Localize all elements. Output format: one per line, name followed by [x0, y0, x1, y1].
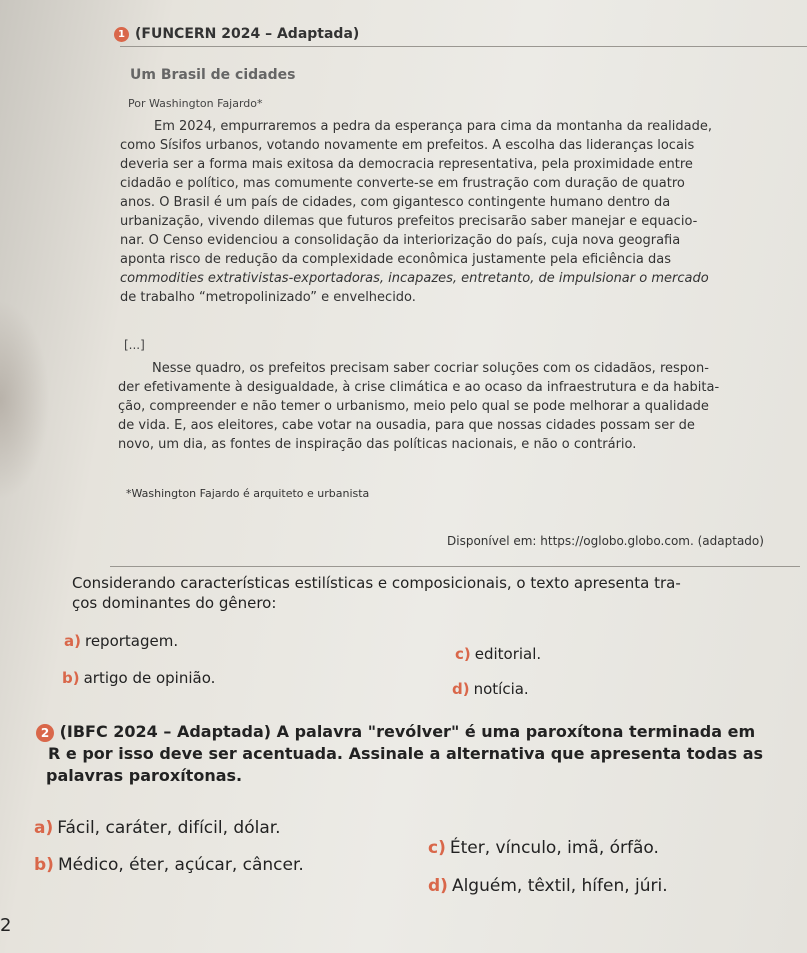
question-1-option-a[interactable]: [64, 632, 178, 650]
question-2-option-d[interactable]: [428, 876, 668, 896]
option-letter: a): [64, 632, 81, 650]
paragraph-1-line: commodities extrativistas-exportadoras, incapazes, entretanto, de impulsionar o mercado: [120, 271, 709, 286]
option-text: Fácil, caráter, difícil, dólar.: [57, 818, 281, 838]
paragraph-1: [120, 117, 712, 307]
paragraph-1-line: como Sísifos urbanos, votando novamente em prefeitos. A escolha das lideranças locais: [120, 138, 695, 153]
question-1-stem-line: Considerando características estilísticas e composicionais, o texto apresenta tra-: [72, 574, 681, 592]
paragraph-2-line: ção, compreender e não temer o urbanismo, meio pelo qual se pode melhorar a qualidade: [118, 399, 709, 414]
option-letter: a): [34, 818, 54, 838]
paragraph-2-line: de vida. E, aos eleitores, cabe votar na ousadia, para que nossas cidades possam ser de: [118, 418, 695, 433]
text-box-bottom-rule: [110, 566, 800, 567]
paragraph-1-line: cidadão e político, mas comumente converte-se em frustração com duração de quatro: [120, 176, 685, 191]
header-rule: [120, 46, 807, 47]
source-citation: Disponível em: https://oglobo.globo.com. (adaptado): [447, 534, 764, 548]
question-1-stem: [72, 573, 681, 613]
question-2-option-b[interactable]: [34, 855, 304, 875]
ellipsis: [...]: [124, 338, 145, 352]
question-2-option-c[interactable]: [428, 838, 659, 858]
question-1-source: (FUNCERN 2024 – Adaptada): [135, 26, 360, 42]
option-text: Médico, éter, açúcar, câncer.: [57, 855, 304, 875]
finger-shadow: [0, 300, 50, 500]
question-2-stem-line: R e por isso deve ser acentuada. Assinale a alternativa que apresenta todas as: [48, 744, 764, 763]
footnote: *Washington Fajardo é arquiteto e urbanista: [126, 487, 370, 500]
question-2-stem-line: palavras paroxítonas.: [46, 766, 243, 785]
option-text: Alguém, têxtil, hífen, júri.: [451, 876, 668, 896]
paragraph-1-line: urbanização, vivendo dilemas que futuros prefeitos precisarão saber manejar e equacio-: [120, 214, 698, 229]
question-1-option-b[interactable]: [62, 669, 215, 687]
paragraph-1-line: nar. O Censo evidenciou a consolidação da interiorização do país, cuja nova geografia: [120, 233, 681, 248]
question-1-stem-line: ços dominantes do gênero:: [72, 594, 277, 612]
text-title: Um Brasil de cidades: [130, 67, 296, 83]
option-letter: c): [428, 838, 446, 858]
paragraph-2: [118, 359, 719, 454]
option-letter: d): [452, 680, 470, 698]
option-letter: c): [455, 645, 471, 663]
question-2-option-a[interactable]: [34, 818, 281, 838]
option-letter: b): [34, 855, 54, 875]
page-number: 2: [0, 915, 12, 936]
option-text: reportagem.: [84, 632, 179, 650]
paragraph-2-line: novo, um dia, as fontes de inspiração das políticas nacionais, e não o contrário.: [118, 437, 637, 452]
option-letter: b): [62, 669, 80, 687]
option-text: Éter, vínculo, imã, órfão.: [449, 838, 659, 858]
paragraph-2-line: Nesse quadro, os prefeitos precisam saber cocriar soluções com os cidadãos, respon-: [152, 361, 709, 376]
paragraph-1-line: anos. O Brasil é um país de cidades, com gigantesco contingente humano dentro da: [120, 195, 671, 210]
paragraph-2-line: der efetivamente à desigualdade, à crise climática e ao ocaso da infraestrutura e da habita-: [118, 380, 720, 395]
question-1-number: 1: [114, 27, 129, 42]
paragraph-1-line: Em 2024, empurraremos a pedra da esperança para cima da montanha da realidade,: [154, 119, 712, 134]
option-text: artigo de opinião.: [83, 669, 216, 687]
question-1-header: [114, 26, 359, 42]
paragraph-1-line: deveria ser a forma mais exitosa da democracia representativa, pela proximidade entre: [120, 157, 693, 172]
paragraph-1-line: aponta risco de redução da complexidade econômica justamente pela eficiência das: [120, 252, 671, 267]
option-letter: d): [428, 876, 448, 896]
option-text: notícia.: [473, 680, 529, 698]
question-1-option-c[interactable]: [455, 645, 541, 663]
question-1-option-d[interactable]: [452, 680, 529, 698]
question-2-number: 2: [36, 724, 54, 742]
text-byline: Por Washington Fajardo*: [128, 97, 263, 110]
question-2-stem-line: 2 (IBFC 2024 – Adaptada) A palavra "revólver" é uma paroxítona terminada em: [36, 721, 763, 743]
paragraph-1-line: de trabalho “metropolinizado” e envelhecido.: [120, 290, 416, 305]
option-text: editorial.: [474, 645, 542, 663]
question-2-stem: [36, 721, 763, 787]
